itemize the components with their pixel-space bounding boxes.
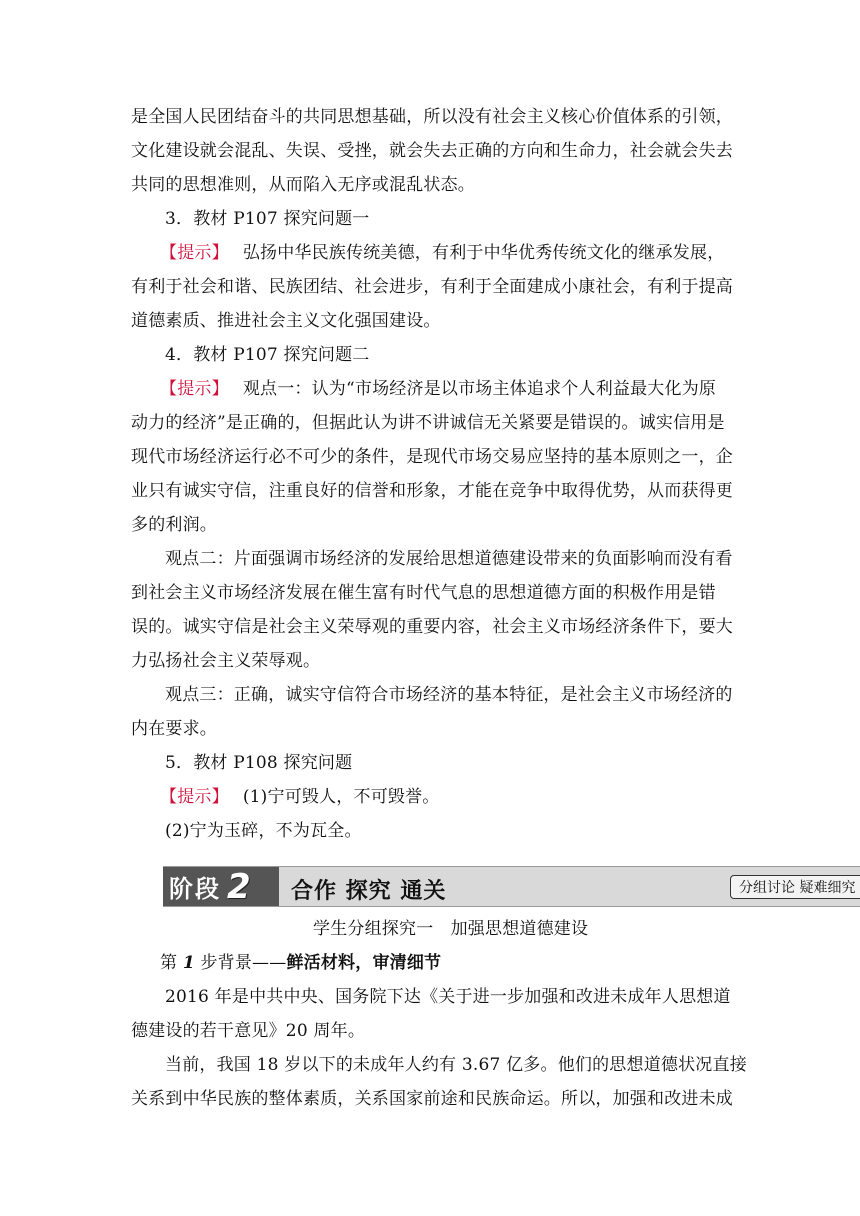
stage-label: 阶段 (169, 875, 221, 903)
paragraph-line: 到社会主义市场经济发展在催生富有时代气息的思想道德方面的积极作用是错 (131, 583, 716, 603)
step-heading (160, 953, 441, 973)
item-5-text (160, 787, 440, 807)
paragraph-line: 内在要求。 (131, 719, 217, 739)
paragraph-line: 有利于社会和谐、民族团结、社会进步，有利于全面建成小康社会，有利于提高 (131, 277, 733, 297)
tip-text: 观点一：认为“市场经济是以市场主体追求个人利益最大化为原 (242, 379, 717, 399)
step-number: 1 (182, 953, 195, 973)
tip-text: (1)宁可毁人，不可毁誉。 (242, 787, 440, 807)
stage-banner (163, 866, 860, 907)
tip-label: 【提示】 (160, 379, 229, 399)
paragraph-line: 共同的思想准则，从而陷入无序或混乱状态。 (131, 175, 475, 195)
step-prefix: 第 (160, 953, 183, 973)
paragraph-line: 文化建设就会混乱、失误、受挫，就会失去正确的方向和生命力，社会就会失去 (131, 141, 733, 161)
paragraph-line: 观点三：正确，诚实守信符合市场经济的基本特征，是社会主义市场经济的 (165, 685, 733, 705)
paragraph-line: 关系到中华民族的整体素质，关系国家前途和民族命运。所以，加强和改进未成 (131, 1089, 733, 1109)
paragraph-line: 现代市场经济运行必不可少的条件，是现代市场交易应坚持的基本原则之一，企 (131, 447, 733, 467)
paragraph-line: 德建设的若干意见》20 周年。 (131, 1021, 366, 1041)
paragraph-line: (2)宁为玉碎，不为瓦全。 (165, 821, 362, 841)
item-5-heading: 5．教材 P108 探究问题 (165, 753, 353, 773)
paragraph-line: 动力的经济”是正确的，但据此认为讲不讲诚信无关紧要是错误的。诚实信用是 (131, 413, 725, 433)
paragraph-line: 多的利润。 (131, 515, 217, 535)
paragraph-line: 力弘扬社会主义荣辱观。 (131, 651, 321, 671)
tip-label: 【提示】 (160, 787, 229, 807)
paragraph-line: 是全国人民团结奋斗的共同思想基础，所以没有社会主义核心价值体系的引领， (131, 107, 733, 127)
paragraph-line: 观点二：片面强调市场经济的发展给思想道德建设带来的负面影响而没有看 (165, 549, 733, 569)
paragraph-line: 误的。诚实守信是社会主义荣辱观的重要内容，社会主义市场经济条件下，要大 (131, 617, 733, 637)
stage-number: 2 (227, 866, 251, 907)
tip-text: 弘扬中华民族传统美德，有利于中华优秀传统文化的继承发展， (242, 243, 725, 263)
section-title: 学生分组探究一 加强思想道德建设 (313, 919, 589, 939)
step-middle: 步背景—— (194, 953, 287, 973)
step-emphasis: 鲜活材料，审清细节 (286, 953, 442, 973)
tip-label: 【提示】 (160, 243, 229, 263)
paragraph-line: 业只有诚实守信，注重良好的信誉和形象，才能在竞争中取得优势，从而获得更 (131, 481, 733, 501)
paragraph-line: 2016 年是中共中央、国务院下达《关于进一步加强和改进未成年人思想道 (165, 987, 731, 1007)
item-4-text (160, 379, 716, 399)
banner-side-box: 分组讨论 疑难细究 (730, 875, 860, 899)
stage-badge (163, 867, 279, 906)
item-4-heading: 4．教材 P107 探究问题二 (165, 345, 370, 365)
item-3-heading: 3．教材 P107 探究问题一 (165, 209, 370, 229)
item-3-text (160, 243, 724, 263)
banner-title: 合作 探究 通关 (291, 879, 447, 904)
paragraph-line: 当前，我国 18 岁以下的未成年人约有 3.67 亿多。他们的思想道德状况直接 (165, 1055, 747, 1075)
paragraph-line: 道德素质、推进社会主义文化强国建设。 (131, 311, 441, 331)
